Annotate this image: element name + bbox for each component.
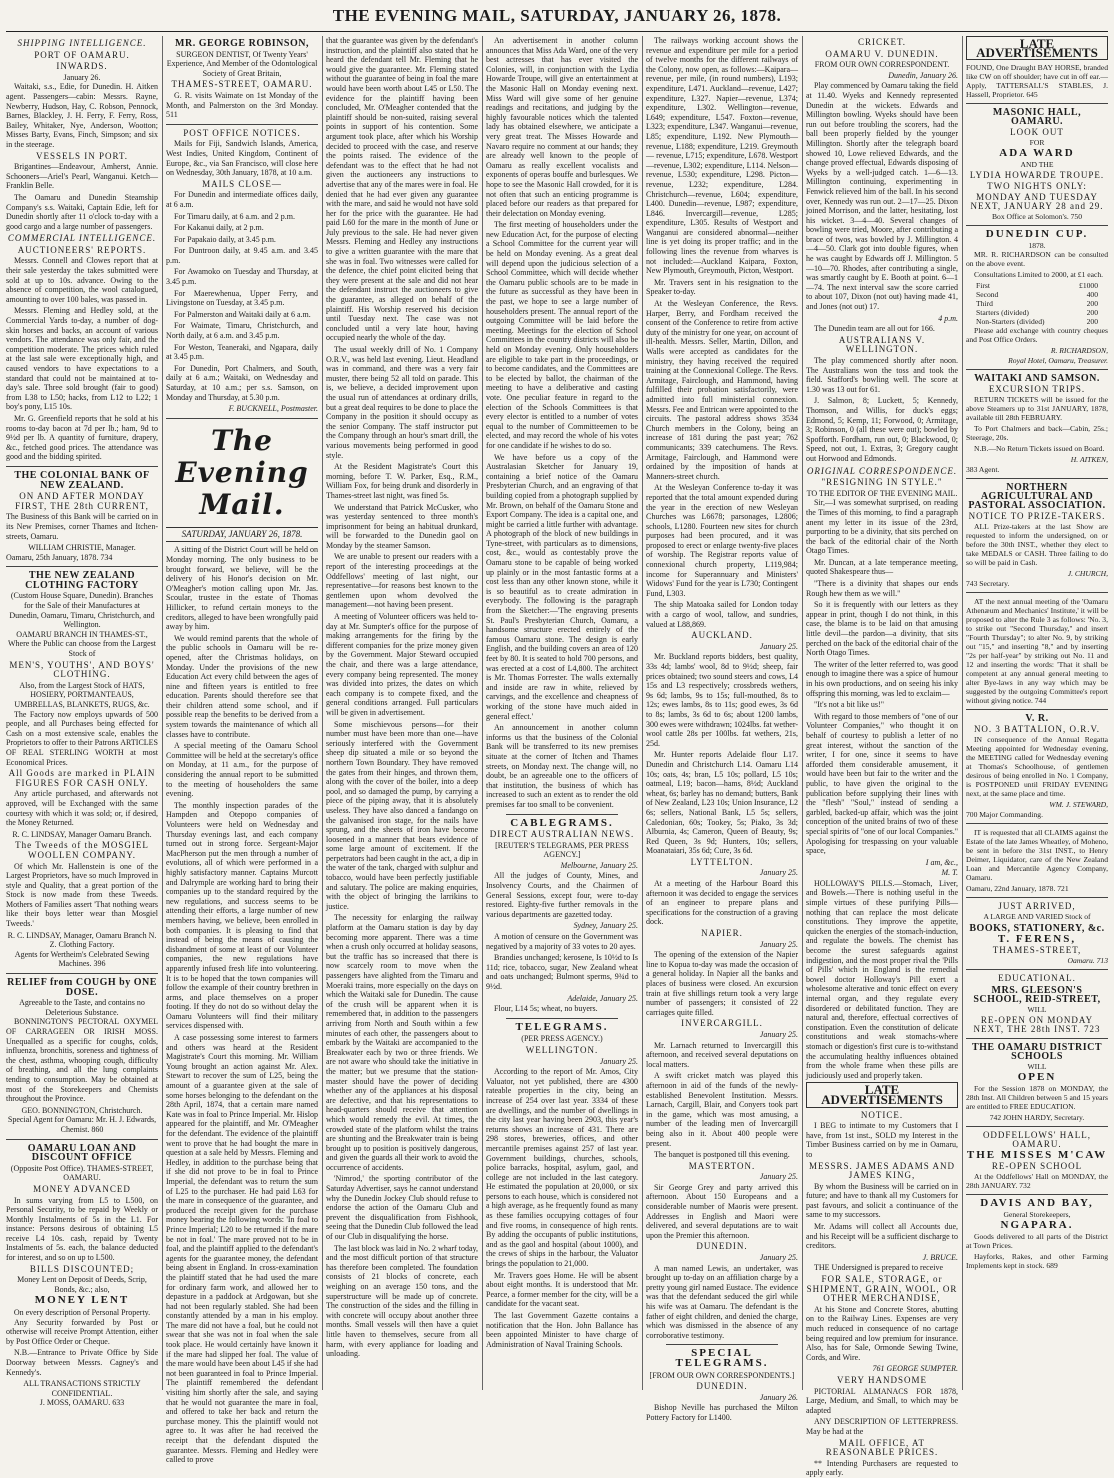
- column-1: [6, 36, 158, 1408]
- section-heading: COMMERCIAL INTELLIGENCE.: [7, 233, 157, 244]
- paragraph: Messrs. Fleming and Hedley sold, at the Commercial Yards to-day, a number of dog-skin horses and backs, an account of various vendors. The attendance was only fair, and the competition moderate. The prices which ruled at the last sale were exceptionally high, and caused vendors to have expectations to a standard that could not be maintained at to-day's sale. Three sold brought (fair to good) from L38 to L50; hacks, from L12 to L22; 1 boy's pony, L15 10s.: [6, 306, 158, 412]
- column-rule: [322, 36, 323, 1390]
- paragraph: For Maerewhenua, Upper Ferry, and Livingstone on Tuesday, at 3.45 p.m.: [166, 288, 318, 308]
- paragraph: For Palmerston and Waitaki daily at 6 a.m.: [174, 309, 311, 319]
- paragraph: FOR SALE, STORAGE, or SHIPMENT, GRAIN, WOOL, OR OTHER MERCHANDISE,: [806, 1274, 958, 1304]
- ad-line: WILL: [1027, 1062, 1047, 1071]
- signature: WILLIAM CHRISTIE, Manager.: [28, 543, 136, 553]
- ad-line: TWO NIGHTS ONLY:: [987, 181, 1087, 191]
- subheading: INWARDS.: [56, 61, 108, 72]
- ad-line: THAMES-STREET,: [992, 945, 1082, 955]
- prize-value: 200: [1086, 299, 1098, 308]
- subheading: AUSTRALIANS V. WELLINGTON.: [838, 334, 926, 355]
- paragraph: Mails for Fiji, Sandwich Islands, America, West Indies, United Kingdom, Continent of Europe, &c., via San Francisco, will close here on Wednesday, 30th January, 1878, at 10 a.m.: [166, 139, 318, 178]
- paragraph: For Dunedin, Port Chalmers, and South, daily at 6 a.m.; Waitaki, on Wednesday and Saturday, at 10 a.m.; per s.s. Samson, on Monday and Thursday, at 5.30 p.m.: [166, 363, 318, 402]
- section-heading: SHIPPING INTELLIGENCE.: [17, 38, 147, 48]
- newspaper-nameplate: The Evening Mail.: [175, 423, 309, 521]
- ad-line: MEN'S, YOUTHS', AND BOYS' CLOTHING.: [9, 659, 155, 680]
- paragraph: For Dunedin and intermediate offices daily, at 6 a.m.: [166, 190, 318, 209]
- paragraph: Some mischievous persons—for their number must have been more than one—have seriously interfered with the Government sheep dip situated a mile or so beyond the northern Town Boundary. They have removed the gates from their hinges, and thrown them, along with the cover of the boiler, into a deep pool, and so damaged the pump, by carrying a piece of the piping away, that it is absolutely useless. They have also danced a fandango on the galvanised iron stage, for the nails have sprung, and the sheets of iron have become loosened in a manner that bears evidence of some large amount of excitement. If the perpetrators had been caught in the act, a dip in the water of the tank, charged with sulphur and tobacco, would have been perfectly justifiable and salutary. The police are making enquiries, with the object of bringing the larrikins to justice.: [326, 719, 478, 911]
- prize-row: [966, 290, 1108, 299]
- subheading: WELLINGTON.: [525, 1044, 599, 1055]
- ad-line: (Custom House Square, Dunedin). Branches for the Sale of their Manufactures at: [10, 591, 154, 611]
- signature: R. C. LINDSAY, Manager, Oamaru Branch N. Z. Clothing Factory.: [7, 930, 157, 950]
- ad-line: OAMARU BRANCH IN THAMES-ST., Where the Public can choose from the Largest Stock of: [7, 629, 157, 659]
- dateline: January 25.: [759, 1253, 798, 1263]
- ad-line: Agreeable to the Taste, and contains no Deleterious Substance.: [19, 998, 145, 1017]
- subheading: OAMARU V. DUNEDIN.: [825, 48, 939, 59]
- signature: F. BUCKNELL, Postmaster.: [228, 404, 318, 414]
- column-rule: [642, 36, 643, 1390]
- prize-row: [966, 281, 1108, 290]
- ad-heading: DAVIS AND BAY,: [980, 1197, 1094, 1209]
- column-rule: [482, 36, 483, 1390]
- ad-line: Also, from the Largest Stock of HATS, HOSIERY, PORTMANTEAUS, UMBRELLAS, BLANKETS, RUGS, &c.: [14, 680, 150, 709]
- paragraph: A man named Lewis, an undertaker, was brought up to-day on an affiliation charge by a pretty young girl named Eustace. The evidence was that the defendant seduced the girl while his wife was at Oamaru. The defendant is the father of eight children, and denied the charge, which was dismissed in the absence of any corroborative testimony.: [646, 1263, 798, 1340]
- paragraph: Brandies unchanged; kerosene, Is 10½d to Is 11d; rice, tobacco, sugar, New Zealand wheat and oats unchanged; Bulmont sperms, 9¾d to 9½d.: [486, 953, 638, 991]
- subheading: VERY HANDSOME: [837, 1374, 927, 1385]
- ad-line: All Goods are marked in PLAIN FIGURES FOR CASH ONLY.: [8, 768, 156, 788]
- ad-line: Agents for Wertheim's Celebrated Sewing Machines. 396: [14, 949, 150, 969]
- prize-label: First: [976, 281, 990, 290]
- ad-line: General Storekeepers,: [1003, 1210, 1071, 1219]
- subheading: TO THE EDITOR OF THE EVENING MAIL.: [806, 488, 958, 498]
- paragraph: Mr. G. Greenfield reports that he sold at his rooms to-day bacon at 7d per lb.; ham, 9d to 9½d per lb. A quantity of furniture, drapery, &c., fetched good prices. The attendance was good and the bidding spirited.: [6, 413, 158, 462]
- paragraph: Bishop Neville has purchased the Milton Pottery Factory for L1400.: [646, 1403, 798, 1422]
- paragraph: At a meeting of the Harbour Board this afternoon it was decided to engage the services of an engineer to prepare plans and specifications for the construction of a graving dock.: [646, 879, 798, 927]
- ad-line: NOTICE TO PRIZE-TAKERS.: [968, 511, 1106, 521]
- paragraph: The Factory now employs upwards of 500 people, and all Purchases being effected for Cash on a most extensive scale, enables the Proprietors to offer to their Patrons ARTICLES OF REAL STERLING WORTH at most Economical Prices.: [6, 709, 158, 767]
- ad-heading: MRS. GLEESON'S SCHOOL, REID-STREET,: [973, 985, 1101, 1005]
- divider: [506, 814, 618, 815]
- signature: 383 Agent.: [966, 465, 1000, 474]
- ad-line: (Opposite Post Office). THAMES-STREET, OAMARU.: [10, 1163, 154, 1183]
- ad-line: MONEY ADVANCED: [33, 1183, 131, 1194]
- paragraph: Mr. Buckland reports bidders, best quality, 33s 4d; lambs' wool, 8d to 9½d; sheep, fair prices obtained; two sound steers and cows, L4 15s and L3 respectively; crossbreds wethers, 9s 6d; lambs, 9s to 15s; full-mouthed, 8s to 12s; ewes lambs, 8s to 11s; good ewes, 3s 6d to 8s; lambs, 3s 6d to 6s; about 1200 lambs, 300 ewes were withdrawn; 1024lbs. fat wether-wool cattle 28s per 100lbs. fat wethers, 21s, 25d.: [646, 652, 799, 748]
- divider: [966, 823, 1108, 824]
- divider: [6, 973, 158, 974]
- ad-line: FOR: [1029, 138, 1045, 147]
- subheading: [FROM OUR OWN CORRESPONDENTS.]: [649, 1370, 795, 1380]
- column-rule: [802, 36, 803, 1390]
- ad-line: T. FERENS,: [997, 933, 1077, 945]
- prize-label: Second: [976, 290, 999, 299]
- paragraph: Consultations Limited to 2000, at £1 each.: [974, 270, 1104, 279]
- paragraph: A swift cricket match was played this afternoon in aid of the funds of the newly-established Benevolent Institution. Messrs. Larnach, Cargill, Blair, and Conyers took part in the game, which was most amusing, a number of the leading men of Invercargill being also in it. About 400 people were present.: [646, 1071, 798, 1148]
- ad-line: MONDAY AND TUESDAY NEXT, JANUARY 28 and 29.: [970, 192, 1104, 211]
- paragraph: The last block was laid in No. 2 wharf today, and the most difficult portion of that structure has therefore been completed. The foundation consists of 21 blocks of concrete, each weighing on an average 150 tons, and the superstructure will be made up of concrete. The construction of the sides and the filling in with concrete will occupy about another three months. Small vessels will then have a quiet little haven to themselves, secure from all harm, with every appliance for loading and unloading.: [326, 1243, 478, 1359]
- signature: J. CHURCH,: [1067, 569, 1108, 578]
- paragraph: The last Government Gazette contains a notification that the Hon. John Ballance has been appointed Minister to have charge of Administration of Naval Training Schools.: [486, 1311, 638, 1349]
- signature: GEO. BONNINGTON, Christchurch.: [21, 1105, 143, 1115]
- signature: 761 GEORGE SUMPTER.: [872, 1364, 958, 1374]
- prize-value: 200: [1086, 308, 1098, 317]
- signature: M. T.: [941, 868, 958, 878]
- subheading: [REUTER'S TELEGRAMS, PER PRESS AGENCY.]: [495, 840, 629, 860]
- paragraph: ANY DESCRIPTION OF LETTERPRESS. May be had at the: [806, 1417, 958, 1436]
- subheading: AUCTIONEERS' REPORTS.: [17, 244, 147, 255]
- paragraph: The necessity for enlarging the railway platform at the Oamaru station is day by day becoming more apparent. There was a time when a crush only occurred at holiday seasons, but the traffic has so increased that there is now scarcely room to move when the passengers have alighted from the Timaru and Moeraki trains, more especially on the days on which the Waitaki sale for Dunedin. The cause of the crush will be apparent when it is remembered that, in addition to the passengers arriving from North and South within a few minutes of each other, the passengers about to embark by the Waitaki are accompanied to the Breakwater each by two or three friends. We are not aware who should take the initiative in the matter; but we presume that the station-master should have the power of deciding whether any of the appliances at his disposal are defective, and that his representations to head-quarters should receive that attention which would remedy the evil. At times, the crowded state of the platform whilst the trains are shunting and the Breakwater train is being brought up to position is positively dangerous, and given the guards all their work to avoid the occurrence of accidents.: [326, 913, 478, 1172]
- divider: [966, 709, 1108, 710]
- prize-label: Non-Starters (divided): [976, 317, 1045, 326]
- ad-heading: THE COLONIAL BANK OF NEW ZEALAND.: [14, 469, 150, 491]
- paragraph: Play commenced by Oamaru taking the field at 11.40. Wyeks and Kennedy represented Dunedin at the wickets. Edwards and Millington bowling. Wyeks should have been run out before troubling the scorers, had the ball been properly fielded by the younger Millington. Shortly after the telegraph board showed 10, Lowe relieved Edwards, and the change proved effectual, Edwards disposing of Wyeks by a well-judged catch. 1—6—13. Millington continuing, experimenting in Fenwick relieved him of the ball. In his second over, Kennedy was run out. 2—17—25. Dixon joined Morrison, and the latter, hesitating, lost his wicket. 3—4—40. Several changes of bowling were tried, Moore, after contributing a brace of twos, was bowled by J. Millington. 4—4—50. Clark got into double figures, when he was caught by Edwards off J. Millington. 5—10—70. Rhodes, after contributing a single, was smartly caught by E. Booth at point. 6—1—74. The next interval saw the score carried to about 107, Dixon (not out) having made 41, and Jones (not out) 17.: [806, 81, 958, 312]
- column-4: [486, 36, 638, 1390]
- divider: [966, 969, 1108, 970]
- prize-label: Third: [976, 299, 993, 308]
- paragraph: For Weston, Teaneraki, and Ngapara, daily at 3.45 p.m.: [166, 342, 318, 362]
- ad-line: WILL: [1027, 1005, 1047, 1014]
- ad-line: Oamaru. 713: [1067, 956, 1108, 965]
- ad-heading: MR. GEORGE ROBINSON,: [175, 38, 309, 49]
- dateline: January 25.: [759, 1029, 798, 1039]
- subheading: (PER PRESS AGENCY.): [521, 1034, 603, 1044]
- paragraph: For Waimate, Timaru, Christchurch, and North daily, at 6 a.m. and 3.45 p.m.: [166, 321, 318, 341]
- column-rule: [962, 36, 963, 1390]
- signature: R. C. LINDSAY, Manager Oamaru Branch.: [12, 829, 152, 839]
- paragraph: MR. R. RICHARDSON can be consulted on the above event.: [966, 250, 1108, 268]
- prize-table: [966, 281, 1108, 326]
- paragraph: BONNINGTON'S PECTORAL OXYMEL OF CARRAGEEN OR IRISH MOSS. Unequalled as a specific for coughs, colds, influenza, bronchitis, soreness and tightness of the chest, asthma, whooping cough, difficulty of breathing, and all the lung complaints tending to consumption. May be obtained at most of the Storekeepers and Chemists throughout the Province.: [6, 1017, 158, 1104]
- paragraph: G. R. visits Waimate on 1st Monday of the Month, and Palmerston on the 3rd Monday. 511: [166, 90, 318, 120]
- ad-line: NO. 3 BATTALION, O.R.V.: [973, 724, 1101, 734]
- paragraph: At the Wesleyan Conference, the Revs. Harper, Berry, and Fordham received the consent of the Conference to retire from active duty of the ministry for one year, on account of ill-health. Messrs. Seller, Martin, Dillon, and Walls were accepted as candidates for the ministry, they having received the required training at the Connexional College. The Revs. Armitage, Fairclough, and Hammond, having fulfilled their probation satisfactorily, were admitted into full ministerial connexion. Messrs. Fee and Entrican were appointed to the circuits. The pastoral address shows 3534 Church members in the Colony, being an increase of 181 during the past year; 762 communicants; 339 catechumens. The Revs. Armitage, Fairclough, and Hammond were ordained by the imposition of hands at Manners-street church.: [646, 299, 798, 481]
- dateline: January 25.: [759, 868, 798, 878]
- paragraph: At the Resident Magistrate's Court this morning, before T. W. Parker, Esq., R.M., William Fox, for being drunk and disorderly in Thames-street last night, was fined 5s.: [326, 462, 478, 500]
- ad-heading: V. R.: [1025, 713, 1049, 724]
- ad-heading: WAITAKI AND SAMSON.: [974, 373, 1100, 384]
- subheading: MAILS CLOSE—: [202, 178, 282, 189]
- paragraph: We would remind parents that the whole of the public schools in Oamaru will be re-opened, after the Christmas holidays, on Monday. Under the provisions of the new Education Act every child between the ages of nine and fifteen years is entitled to free education. Parents should therefore see that their children attend some school, and if possible reap the benefits to be derived from a system towards the maintenance of which all classes have to contribute.: [166, 633, 318, 739]
- paragraph: that the guarantee was given by the defendant's instruction, and the plaintiff also stated that he heard the defendant tell Mr. Fleming that he would give the guarantee. Mr. Fleming stated without the guarantee of being in foal the mare would have been worth about L45 or L50. The evidence for the plaintiff having been concluded, Mr. O'Meagher contended that the plaintiff should be non-suited, raising several points in support of his contention. Some argument took place, after which his Worship decided to proceed with the case, and reserve the points raised. The evidence of the defendant was to the effect that he had not given the auctioneers any instructions to advertise that any of the mares were in foal. He denied that he had ever given any guarantee with the mare, and said he would not have sold her for the price with the guarantee. He had paid L60 for the mare in the month of June or July previous to the sale. He had never given Messrs. Fleming and Hedley any instructions to give a written guarantee with the mare that she was in foal. Two witnesses were called for the defence, the chief point elicited being that they were present at the sale and did not hear the defendant instruct the auctioneers to give the guarantee, as alleged on behalf of the plaintiff. His Worship reserved his decision until Tuesday next. The case was not concluded until a very late hour, having occupied nearly the whole of the day.: [326, 36, 478, 343]
- section-heading: SPECIAL TELEGRAMS.: [675, 1347, 769, 1369]
- signature: J. MOSS, OAMARU. 633: [39, 1398, 125, 1408]
- prize-row: [966, 308, 1108, 317]
- subheading: VESSELS IN PORT.: [35, 150, 129, 161]
- paragraph: "It's not a bit like us!": [814, 700, 884, 710]
- column-rule: [162, 36, 163, 1390]
- divider: [966, 103, 1108, 104]
- paragraph: We understand that Patrick McCusker, who was yesterday sentenced to three month's imprisonment for being an habitual drunkard, will be forwarded to the Dunedin gaol on Monday by the steamer Samson.: [326, 502, 478, 550]
- ad-heading: THE OAMARU DISTRICT SCHOOLS: [971, 1042, 1103, 1062]
- subheading: DIRECT AUSTRALIAN NEWS.: [489, 829, 635, 840]
- paragraph: THE Undersigned is prepared to receive: [814, 1263, 944, 1273]
- paragraph: HOLLOWAY'S PILLS.—Stomach, Liver, and Bowels.—There is nothing useful in the simple virtues of these purifying Pills—nothing that can replace the most delicate constitutions. They improve the appetite, quicken the energies of the stomach-induction, and regulate the bowels. The chemist has become the surest safeguards against indigestion, and the most proper rival the 'Pills of Pills' which in England is the remedial bowel doctor Holloway's Pill exert a wholesome alterative and tonic effect on every internal organ, and they regulate every disordered or debilitated function. They are natural and, therefore, effectual correctives of constipation. Even the constitution of delicate constitutions and weak stomachs-where stomach or digestion's first cure is to-withstand the accumulating healthy influences obtained from the whole frame when these pills are judiciously used and properly taken.: [806, 878, 958, 1080]
- paragraph: ALL Prize-takers at the last Show are requested to inform the undersigned, on or before the 30th INST., whether they elect to take MEDALS or CASH. Three failing to do so will be paid in Cash.: [966, 522, 1108, 567]
- prize-row: [966, 317, 1108, 326]
- subheading: CRICKET.: [857, 37, 907, 47]
- issue-date: SATURDAY, JANUARY 26, 1878.: [166, 527, 318, 543]
- divider: [166, 418, 318, 419]
- ad-line: On every description of Personal Property.: [13, 1308, 151, 1318]
- paragraph: N.B.—Entrance to Private Office by Side Doorway between Messrs. Cagney's and Kennedy's.: [6, 1348, 158, 1377]
- paragraph: Messrs. Connell and Clowes report that at their sale yesterday the takes submitted were sold at up to 10s. advance. Owing to the absence of competition, the wool catalogued, amounting to over 100 bales, was passed in.: [6, 256, 158, 304]
- divider: [966, 478, 1108, 479]
- section-heading: TELEGRAMS.: [515, 1020, 609, 1033]
- signature: R. RICHARDSON,: [1050, 346, 1108, 355]
- paragraph: MAIL OFFICE, AT REASONABLE PRICES.: [825, 1437, 939, 1458]
- divider: [6, 466, 158, 467]
- dateline: Melbourne, January 25.: [560, 860, 638, 870]
- subheading: FROM OUR OWN CORRESPONDENT.: [814, 60, 950, 70]
- ad-line: Special Agent for Oamaru: Mr. H. J. Edwards, Chemist. 860: [7, 1115, 157, 1134]
- paragraph: With regard to those members of "one of our Volunteer Companies," who thought it on behalf of courtesy to publish a letter of no great interest, without the sanction of the writer, I for one, since it seems to have afforded them considerable amusement, it would have been but fair to the writer and the public, to have given the original to the publication before supplying their lines with the "flesh" "Soul," instead of sending a garbled, backed-up affair, which was the joint conception of the united brains of two of these special spirits of "one of our local Companies." Apologising for trespassing on your valuable space,: [806, 711, 958, 856]
- paragraph: The writer of the letter referred to, was good enough to imagine there was a spice of humour in his own productions, and on seeing his inky offspring this morning, was led to exclaim—: [806, 659, 958, 698]
- paragraph: ** Intending Purchasers are requested to apply early.: [806, 1458, 958, 1478]
- paragraph: We are unable to present our readers with a report of the interesting proceedings at the Oddfellows' meeting of last night, our representative—for reasons best known to the gentlemen upon whom devolved the management—not having been present.: [326, 552, 478, 610]
- subheading: LATE ADVERTISEMENTS: [806, 1082, 958, 1107]
- ad-line: EXCURSION TRIPS.: [988, 384, 1086, 394]
- ad-heading: THE NEW ZEALAND CLOTHING FACTORY: [25, 570, 139, 591]
- paragraph: Mr. Adams will collect all Accounts due, and his Receipt will be a sufficient discharge to creditors.: [806, 1222, 958, 1251]
- paragraph: Brigantines—Endeavour, Amherst, Annie. Schooners—Ariel's Pearl, Wanganui. Ketch—Franklin Belle.: [6, 162, 158, 191]
- paragraph: A special meeting of the Oamaru School Committee will be held at the secretary's office on Monday, at 11 a.m., for the purpose of considering the annual report to be submitted to the meeting of householders the same evening.: [166, 741, 318, 799]
- paragraph: According to the report of Mr. Amos, City Valuator, not yet published, there are 4300 rateable properties in the city, being an increase of 254 over last year. 3334 of these are dwellings, and the number of dwellings in the city last year having been 2903, this year's returns shows an increase of 431. There are 298 stores, breweries, offices, and other mercantile premises against 257 of last year. Government buildings, churches, schools, police barracks, hospital, asylum, gaol, and college are not included in the last category. He estimated the population at 20,000, or six persons to each house, which is considered not a high average, as he frequently found as many as these families occupying cottages of four and five rooms, in consequence of high rents. By adding the occupants of public institutions, and as the gaol and hospital (about 1000), and the crews of ships in the harbour, the Valuator brings the population to 21,000.: [486, 1067, 638, 1269]
- ad-line: THAMES-STREET, OAMARU.: [171, 79, 313, 90]
- signature: 742 JOHN HARDY, Secretary.: [989, 1113, 1085, 1122]
- divider: [966, 369, 1108, 370]
- ad-heading: OAMARU LOAN AND DISCOUNT OFFICE: [27, 1142, 137, 1164]
- ad-line: SURGEON DENTIST, Of Twenty Years' Experience, And Member of the Odontological Society of Great Britain,: [166, 49, 318, 78]
- paragraph: Goods delivered to all parts of the District at Town Prices.: [966, 1232, 1108, 1250]
- paragraph: PICTORIAL ALMANACS FOR 1878, Large, Medium, and Small, to which may be adapted: [806, 1386, 958, 1415]
- dateline: 4 p.m.: [938, 313, 958, 323]
- paragraph: Mr. Larnach returned to Invercargill this afternoon, and received several deputations on local matters.: [646, 1040, 798, 1069]
- dateline: January 26.: [759, 1392, 798, 1402]
- ad-line: MONEY LENT: [34, 1294, 130, 1307]
- paragraph: Sir,—I was somewhat surprised, on reading the Times of this morning, to find a paragraph anent my letter in its issue of the 23rd, purporting to be a divinity, that sits perched on the back of the editorial chair of the North Otago Times.: [806, 498, 958, 556]
- signature: WM. J. STEWARD,: [1049, 800, 1108, 809]
- signature: H. AITKEN,: [1070, 455, 1108, 464]
- ad-line: Box Office at Solomon's. 750: [991, 212, 1083, 221]
- signature: 700 Major Commanding.: [966, 810, 1043, 819]
- ad-line: LOOK OUT: [1010, 127, 1064, 137]
- late-ads-heading: LATE ADVERTISEMENTS: [966, 36, 1108, 60]
- paragraph: Flour, L14 5s; wheat, no buyers.: [494, 1004, 598, 1014]
- paragraph: For Awamoko on Tuesday and Thursday, at 3.45 p.m.: [166, 267, 318, 287]
- ad-line: ON AND AFTER MONDAY FIRST, THE 28th CURRENT,: [15, 491, 149, 511]
- ad-line: RE-OPEN ON MONDAY NEXT, THE 28th INST. 723: [973, 1015, 1101, 1034]
- paragraph: The monthly inspection parades of the Hampden and Otepopo companies of Volunteers were held on Wednesday and Thursday evenings last, and each company turned out in strong force. Sergeant-Major MacPherson put the men through a number of evolutions, all of which were performed in a highly satisfactory manner. Captains Murcott and Dalrymple are working hard to bring their companies up to the standard required by the new regulations, and success seems to be attending their efforts, a large number of new members having, we believe, been enrolled in both companies. It is pleasing to find that instead of being the means of causing the disbandment of some at least of our Volunteer companies, the new regulations have apparently infused fresh life into volunteering. It is to be hoped that the town companies will follow the example of their country brethren in arms, and place themselves on a proper footing. If they do not do so without delay the Oamaru Volunteers will find their military services dispensed with.: [166, 800, 318, 1031]
- column-5: [646, 36, 799, 1422]
- paragraph: We have before us a copy of the Australasian Sketcher for January 19, containing a brief notice of the Oamaru Presbyterian Church, and an engraving of that building copied from a photograph supplied by Mr. Brown, on behalf of the Oamaru Stone and Export Company. The idea is a capital one, and might be carried a little further with advantage. A photograph of the block of new buildings in Tyne-street, with particulars as to dimensions, cost, &c., would as contestably prove the Oamaru stone to be capable of being worked up plainly or in the most fantastic forms at a cost less than any other known stone, while it is so beautiful as to create admiration in everybody. The following is the paragraph from the Sketcher:—'The engraving presents St. Paul's Presbyterian Church, Oamaru, a handsome structure erected entirely of the famous Oamaru stone. The design is early English, and the building covers an area of 120 feet by 80. It is seated to hold 700 persons, and was erected at a cost of L4,800. The architect is Mr. Thomas Forrester. The walls externally and inside are raw in white, relieved by carvings, and the excellence and cheapness of working of the stone have much aided in general effect.': [486, 452, 638, 721]
- ad-line: OPEN: [1017, 1071, 1057, 1083]
- paragraph: By whom the Business will be carried on in future; and have to thank all my Customers for past favours, and solicit a continuance of the same to my successors.: [806, 1181, 958, 1220]
- ad-heading: MASONIC HALL, OAMARU.: [992, 107, 1082, 127]
- dateline: Dunedin, January 26.: [888, 70, 958, 80]
- paragraph: The opening of the extension of the Napier line to Kopua to-day was made the occasion of a general holiday. In Napier all the banks and places of business were closed. An excursion train at five shillings return took a very large number of passengers; it consisted of 22 carriages quite filled.: [646, 950, 798, 1017]
- paragraph: Of which Mr. Hallenstein is one of the Largest Proprietors, have so much Improved in style and Quality, that a great portion of the Stock is now made from these Tweeds. Mothers of Families assert 'That nothing wears like their boys letter wear than Mosgiel Tweeds.': [6, 861, 158, 929]
- divider: [966, 897, 1108, 898]
- paragraph: At the Wesleyan Conference to-day it was reported that the total amount expended during the year in the erection of new Wesleyan Churches was L6678; parsonages, L2806; schools, L1280. Fourteen new sites for church purposes had been procured, and it was proposed to erect or enlarge twenty-five places of worship. The Registrar reports value of connexional church property, L119,984; income for Superannuary and Ministers' Widows' Fund for the year is L730; Contingent Fund, L303.: [646, 483, 798, 598]
- divider: [966, 225, 1108, 226]
- divider: [6, 566, 158, 567]
- column-6: [966, 36, 1108, 1390]
- divider: [6, 1139, 158, 1140]
- divider: [966, 1194, 1108, 1195]
- subheading: ORIGINAL CORRESPONDENCE.: [806, 465, 958, 476]
- prize-value: £1000: [1079, 281, 1098, 290]
- paragraph: At the Oddfellows' Hall on MONDAY, the 28th JANUARY. 732: [966, 1172, 1108, 1190]
- paragraph: The Dunedin team are all out for 166.: [814, 324, 935, 334]
- section-heading: CABLEGRAMS.: [510, 816, 614, 829]
- divider: [506, 1018, 618, 1019]
- paragraph: Mr. Duncan, at a late temperance meeting, quoted Shakespeare thus—: [806, 557, 958, 577]
- paragraph: So it is frequently with our letters as they appear in print, though I do not think, in this case, the blame is to be laid on that amusing little devil—the pardon—a divinity, that sits perched on the back of the editorial chair of the North Otago Times.: [806, 600, 958, 658]
- paragraph: Any article purchased, and afterwards not approved, will be Exchanged with the same courtesy with which it was sold; or, if desired, the Money Returned.: [6, 789, 158, 828]
- signature: Royal Hotel, Oamaru, Treasurer.: [1008, 356, 1108, 365]
- signature: I am, &c.,: [925, 857, 958, 867]
- paragraph: In sums varying from L5 to L500, on Personal Security, to be repaid by Weekly or Monthly Instalments of 5s in the L1. For instance: Persons desirous of obtaining L5 receive L4 10s. cash, repaid by Twenty Instalments of 5s. each, the balance deducted for interest, and so on up to L500.: [6, 1195, 158, 1263]
- masthead: THE EVENING MAIL, SATURDAY, JANUARY 26, 1878.: [332, 6, 782, 25]
- paragraph: For Kakanui daily, at 2 p.m.: [174, 223, 264, 233]
- paragraph: Waitaki, s.s., Edie, for Dunedin. H. Aitken agent. Passengers—cabin: Messrs. Rayne, Newberry, Hudson, Hay, C. Robson, Pennock, Barnes, Blackley, J. H. Ferry, F. Ferry, Ross, Bailey, Whitaker, Nye, Anderson, Wootton; Misses Barty, Evans, Finch, Simpson; and six in the steerage.: [6, 82, 158, 149]
- paragraph: All the judges of County, Mines, and Insolvency Courts, and the Chairmen of General Sessions, except four, were to-day restored. Eighty-five further removals in the various departments are gazetted today.: [486, 871, 638, 919]
- subheading: MASTERTON.: [688, 1160, 756, 1171]
- paragraph: A case possessing some interest to farmers and others was heard at the Resident Magistrate's Court this morning. Mr. William Young brought an action against Mr. Alex. Stewart to recover the sum of L25, being the amount of a guarantee given at the sale of some horses belonging to the defendant on the 28th April, 1874, that a certain mare named Kate was in foal to Prince Imperial. Mr. Hislop appeared for the plaintiff, and Mr. O'Meagher for the defendant. The evidence of the plaintiff went to prove that he had bought the mare in question at a sale held by Messrs. Fleming and Hedley, in addition to the purchase being that if she did not prove to be in foal to Prince Imperial, the defendant was to return the sum of L25 to the purchaser. He had paid L63 for the mare in consequence of the guarantee, and produced the receipt given for the purchase money bearing the following words: 'In foal to Prince Imperial; L20 to be returned if the mare be not in foal.' The mare proved not to be in foal, and the plaintiff applied to the defendant's agents for the guarantee money, the defendant being absent in England. In cross-examination the plaintiff stated that he had used the mare for ordinary farm work, and allowed her to depasture in a paddock at Ardgowan, but she had not been regularly stabled. She had been constantly attended by a man in his employ. The mare did not have a foal, but he could not swear that she was not in foal when the sale took place. He would certainly have known it if the mare had slipped her foal. The value of the mare would have been about L45 if she had not been guaranteed in foal to Prince Imperial. The plaintiff remembered the defendant visiting him shortly after the sale, and saying that he would not guarantee the mare in foal, and offered to take her back and return the purchase money. This the plaintiff would not agree to. It was after he had received the receipt that the defendant disputed the guarantee. Messrs. Fleming and Hedley were called to prove: [166, 1033, 318, 1465]
- prize-value: 200: [1086, 317, 1098, 326]
- column-2: [166, 36, 318, 1465]
- divider: [966, 592, 1108, 593]
- ad-found-horse: FOUND, One Draught BAY HORSE, branded like CW on off shoulder; have cut in off ear.—Apply, TATTERSALL'S STABLES, J. Hassell, Proprietor. 645: [966, 63, 1108, 99]
- paragraph: The usual weekly drill of No. 1 Company O.R.V., was held last evening. Lieut. Headland was in command, and there was a very fair muster, there being 52 all told on parade. This is, we believe, a decided improvement upon the usual run of attendances at ordinary drills, but a great deal requires to be done to place the Company in the position it should occupy as the senior Company. The staff instructor put the Company through an hour's smart drill, the various movements being performed in good style.: [326, 345, 478, 460]
- divider: [666, 1344, 778, 1345]
- ad-heading: BOOKS, STATIONERY, &c.: [969, 923, 1105, 934]
- ad-line: A LARGE AND VARIED Stock of: [983, 912, 1091, 921]
- column-5b: [806, 36, 958, 1478]
- paragraph: The railways working account shows the revenue and expenditure per mile for a period of twelve months for the different railways of the Colony, now open, as follows:—Kaipara—revenue, per mile, (in round numbers), L193; expenditure, L471. Auckland—revenue, L427; expenditure, L327. Napier—revenue, L374; expenditure, L302. Wellington—revenue, L649; expenditure, L547. Foxton—revenue, L323; expenditure, L347. Wanganui—revenue, L85; expenditure, L192. New Plymouth—revenue, L188; expenditure, L219. Greymouth — revenue, L715; expenditure, L678. Westport—revenue, L302; expenditure, L114. Nelson—revenue, L530; expenditure, L298. Picton—revenue, L232; expenditure, L284. Christchurch—revenue, L604; expenditure, L400. Dunedin—revenue, L987; expenditure, L846. Invercargill—revenue, L285; expenditure, L305. Results of Westport and Wanganui are considered abnormal—neither line is yet doing its proper traffic; and in the following lines the revenue from wharves is not included:—Auckland Kaipara, Foxton, New Plymouth, Greymouth, Picton, Westport.: [646, 36, 798, 276]
- subheading: DUNEDIN.: [696, 1241, 748, 1252]
- paragraph: "There is a divinity that shapes our ends Rough hew them as we will.": [806, 579, 958, 598]
- paragraph: Mr. Travers goes Home. He will be absent about eight months. It is understood that Mr. Pearce, a former member for the city, will be a candidate for the vacant seat.: [486, 1270, 638, 1309]
- subheading: NOTICE.: [860, 1109, 904, 1120]
- signature: 743 Secretary.: [966, 579, 1010, 588]
- dateline: January 25.: [599, 1056, 638, 1066]
- subheading: AUCKLAND.: [691, 630, 753, 641]
- ad-line: RE-OPEN SCHOOL: [991, 1161, 1083, 1171]
- paragraph: RETURN TICKETS will be issued for the above Steamers up to 31st JANUARY, 1878, available till 28th FEBRUARY.: [966, 395, 1108, 422]
- ad-line: BILLS DISCOUNTED;: [29, 1263, 135, 1274]
- paragraph: An announcement in another column informs us that the business of the Colonial Bank will be transferred to its new premises situate at the corner of Itchen and Thames streets, on Monday next. The change will, no doubt, be an agreeable one to the officers of that institution, the business of which has increased to such an extent as to render the old premises far too small to be convenient.: [486, 723, 638, 809]
- paragraph: Any Security forwarded by Post or otherwise will receive Prompt Attention, either by Post Office Order or Cheque.: [6, 1317, 158, 1346]
- paragraph: MESSRS. JAMES ADAMS AND JAMES KING,: [808, 1160, 956, 1181]
- ad-line: LYDIA HOWARDE TROUPE.: [969, 170, 1105, 180]
- dateline: January 26.: [63, 72, 101, 82]
- subheading: DUNEDIN.: [696, 1381, 748, 1392]
- column-3: [326, 36, 478, 1390]
- ad-line: Dunedin, Oamaru, Timaru, Christchurch, and Wellington.: [9, 610, 155, 630]
- ad-line: JUST ARRIVED,: [998, 901, 1076, 911]
- paragraph: To Port Chalmers and back—Cabin, 25s.; Steerage, 20s.: [966, 424, 1108, 442]
- section-heading: POST OFFICE NOTICES.: [183, 127, 301, 138]
- dateline: January 25.: [759, 641, 798, 651]
- paragraph: IT is requested that all CLAIMS against the Estate of the late James Wheatley, of Moheno, be sent in before the 31st INST., to Henry Deimer, Liquidator, care of the New Zealand Loan and Mercantile Agency Company, Oamaru.: [966, 828, 1108, 882]
- ad-heading: RELIEF from COUGH by ONE DOSE.: [7, 977, 157, 998]
- subheading: "RESIGNING IN STYLE.": [821, 477, 943, 488]
- paragraph: The first meeting of householders under the new Education Act, for the purpose of electing a School Committee for the current year will be held on Monday evening. As a great deal will depend upon the judicious selection of a School Committee, which will decide whether the Oamaru public schools are to be made in the future as successful as they have been in the past, we hope to see a large number of householders present. The annual report of the outgoing Committee will be laid before the meeting. Meetings for the election of School Committees in the country districts will also be held on Monday evening. Only householders are eligible to take part in the proceedings, or to become candidates, and the Committees are to be elected by ballot, the chairman of the meeting to have a deliberative and casting vote. One peculiar feature in regard to the election of the Schools Committees is that every elector is entitled to a number of votes equal to the number of Committeemen to be elected, and may record the whole of his votes for one candidate if he wishes to do so.: [486, 220, 638, 450]
- dateline: Adelaide, January 25.: [567, 993, 638, 1003]
- subheading: INVERCARGILL.: [681, 1018, 763, 1029]
- prize-label: Starters (divided): [976, 308, 1029, 317]
- dateline: Sydney, January 25.: [573, 921, 638, 931]
- paragraph: AT the next annual meeting of the 'Oamaru Athenæum and Mechanics' Institute,' it will be proposed to alter the Rule 3 as follows: 'No. 3, to strike out "Second Thursday," and insert "Fourth Thursday"; to alter No. 9, by striking out "15," and inserting "8," and by inserting "2s per half-year" by striking out No. 11 and 12 and inserting the words: 'That it shall be competent at any annual general meeting to alter Bye-laws in any way which may be suggested by the outgoing Committee's report without giving notice. 744: [966, 597, 1108, 705]
- subheading: NAPIER.: [701, 928, 743, 939]
- paragraph: For the Session 1878 on MONDAY, the 28th Inst. All Children between 5 and 15 years are entitled to FREE EDUCATION.: [966, 1084, 1108, 1111]
- ad-line: AND THE: [1020, 160, 1054, 169]
- prize-row: [966, 299, 1108, 308]
- dateline: January 25.: [759, 939, 798, 949]
- paragraph: A sitting of the District Court will be held on Monday morning. The only business to be brought forward, we believe, will be the delivery of his Honor's decision on Mr. O'Meagher's motion calling upon Mr. Jas. Scoular, trustee in the estate of Thomas Hillicker, to refund certain moneys to the creditors, alleged to have been wrongfully paid away by him.: [166, 545, 318, 632]
- paragraph: Mr. Hunter reports Adelaide flour L17. Dunedin and Christchurch L14. Oamaru L14 10s; oats, 4s; bran, L5 10s; pollard, L5 10s; oatmeal, L19; bacon—hams, 8½d; Auckland wheat, 6s; barley has no demand; butters, Bank of New Zealand, L23 10s; Union Insurance, L2 6s; sellers, National Bank, L5 5s; sellers, Caledonian, 60s; Tookey, 5s; Piako, 3s 3d; Alburnia, 4s; Cameron, Queen of Beauty, 9s; Red Queen, 3s 9d; Hunters, 10s; sellers, Moanataiari, 35s 6d; Cure, 3s 6d.: [646, 750, 798, 856]
- dateline: Oamaru, 22nd January, 1878. 721: [966, 884, 1069, 893]
- newspaper-title: [166, 425, 318, 521]
- paragraph: Sir George Grey and party arrived this afternoon. About 150 Europeans and a considerable number of Maoris were present. Addresses in English and Maori were delivered, and several deputations are to wait upon the Premier this afternoon.: [646, 1182, 798, 1240]
- ad-line: Money Lent on Deposit of Deeds, Scrip, Bonds, &c.; also,: [17, 1275, 147, 1294]
- divider: [966, 1038, 1108, 1039]
- paragraph: Please add exchange with country cheques and Post Office Orders.: [966, 326, 1108, 344]
- ad-line: ADA WARD: [999, 147, 1075, 159]
- ad-line: 1878.: [1028, 241, 1046, 250]
- paragraph: J. Salmon, 8; Luckett, 5; Kennedy, Thomson, and Willis, for duck's eggs; Edmond, 5; Kemp, 11; Forwood, 0; Armitage, 3; Robinson, 0 (all these were out); bowled by Spofforth. Fordham, run out, 0; Blackwood, 0; Speed, not out, 1. Extras, 3; Gregory caught out Horwood and Edmonds.: [806, 396, 958, 463]
- paragraph: N.B.—No Return Tickets issued on Board.: [974, 444, 1105, 453]
- paragraph: The ship Matoaka sailed for London today with a cargo of wool, tallow, and sundries, valued at L88,869.: [646, 600, 798, 629]
- paragraph: The play commenced shortly after noon. The Australians won the toss and took the field. Stafford's bowling well. The score at 1.30 was 13 out for 61.: [806, 356, 958, 394]
- subheading: PORT OF OAMARU.: [34, 49, 130, 60]
- paragraph: Hayforks, Rakes, and other Farming Implements kept in stock. 689: [966, 1252, 1108, 1270]
- ad-line: NGAPARA.: [1000, 1219, 1074, 1231]
- subheading: LYTTELTON.: [690, 856, 754, 867]
- ad-line: The Tweeds of the MOSGIEL WOOLLEN COMPANY.: [15, 840, 149, 860]
- paragraph: A meeting of Volunteer officers was held to-day at Mr. Sumpter's office for the purpose of making arrangements for the firing by the different companies for the prize money given by the Government. Major Steward occupied the chair, and there was a large attendance, every company being represented. The money was divided into prizes, the dates on which each company is to compete fixed, and the general conditions arranged. Full particulars will be given in advertisement.: [326, 612, 478, 717]
- ad-line: ODDFELLOWS' HALL, OAMARU.: [982, 1130, 1092, 1149]
- dateline: January 25.: [759, 1172, 798, 1182]
- masthead-rule: [6, 31, 1108, 32]
- ad-heading: NORTHERN AGRICULTURAL AND PASTORAL ASSOCIATION.: [968, 482, 1106, 511]
- paragraph: The banquet is postponed till this evening.: [654, 1150, 790, 1160]
- paragraph: Mr. Travers sent in his resignation to the Speaker to-day.: [646, 277, 798, 297]
- ad-line: THE MISSES M'CAW: [966, 1149, 1108, 1161]
- paragraph: At his Stone and Concrete Stores, abutting on to the Railway Lines. Expenses are very much reduced in consequence of no cartage being required and low premium for insurance. Also, has for Sale, Ormonde Sewing Twine, Cords, and Wire.: [806, 1304, 958, 1362]
- paragraph: For Papakaio daily, at 3.45 p.m.: [174, 234, 276, 244]
- ad-heading: DUNEDIN CUP.: [985, 228, 1089, 240]
- dateline: Oamaru, 25th January, 1878. 734: [6, 552, 113, 562]
- signature: J. BRUCE.: [922, 1252, 958, 1262]
- divider: [966, 1126, 1108, 1127]
- paragraph: A motion of censure on the Government was negatived by a majority of 33 votes to 20 ayes.: [486, 932, 638, 951]
- ad-line: ALL TRANSACTIONS STRICTLY CONFIDENTIAL.: [23, 1379, 141, 1398]
- paragraph: The Oamaru and Dunedin Steamship Company's s.s. Waitaki, Captain Edie, left for Dunedin shortly after 11 o'clock to-day with a good cargo and a large number of passengers.: [6, 192, 158, 231]
- paragraph: For Timaru daily, at 6 a.m. and 2 p.m.: [174, 211, 296, 221]
- paragraph: For Duntroon daily, at 9.45 a.m. and 3.45 p.m.: [166, 246, 318, 265]
- paragraph: The Business of this Bank will be carried on in its New Premises, corner Thames and Itchen-streets, Oamaru.: [6, 512, 158, 541]
- divider: [166, 124, 318, 125]
- paragraph: 'Nimrod,' the sporting contributor of the Saturday Advertiser, says he cannot understand why the Dunedin Jockey Club should refuse to endorse the action of the Oamaru Club and prevent the disqualification from Fishhook, seeing that the Dunedin Club followed the lead of our Club in disqualifying the horse.: [326, 1174, 478, 1242]
- paragraph: I BEG to intimate to my Customers that I have, from 1st inst., SOLD my Interest in the Timber Business carried on by me in Oamaru, to: [806, 1121, 958, 1159]
- prize-value: 400: [1086, 290, 1098, 299]
- paragraph: An advertisement in another column announces that Miss Ada Ward, one of the very best actresses that has ever visited the Colonies, will, in conjunction with the Lydia Howarde Troupe, will give an entertainment at the Masonic Hall on Monday evening next. Miss Ward will give some of her genuine readings and recitations, and judging by the highly favourable notices which the talented lady has obtained elsewhere, we anticipate a very great treat. The Misses Howarde and Navaro require no comment at our hands; they are already well known to the people of Oamaru as really excellent vocalists and exponents of operas bouffe and burlesques. We hope to see the Masonic Hall crowded, for it is not often that such an enticing programme is placed before our readers as that prepared for their delectation on Monday evening.: [486, 36, 638, 218]
- paragraph: IN consequence of the Annual Regatta Meeting appointed for Wednesday evening, the MEETING called for Wednesday evening at Thomas's Schoolhouse, of gentlemen desirous of being enrolled in No. 1 Company, is POSTPONED until FRIDAY EVENING next, at the same place and time.: [966, 735, 1108, 798]
- ad-line: EDUCATIONAL.: [998, 973, 1076, 983]
